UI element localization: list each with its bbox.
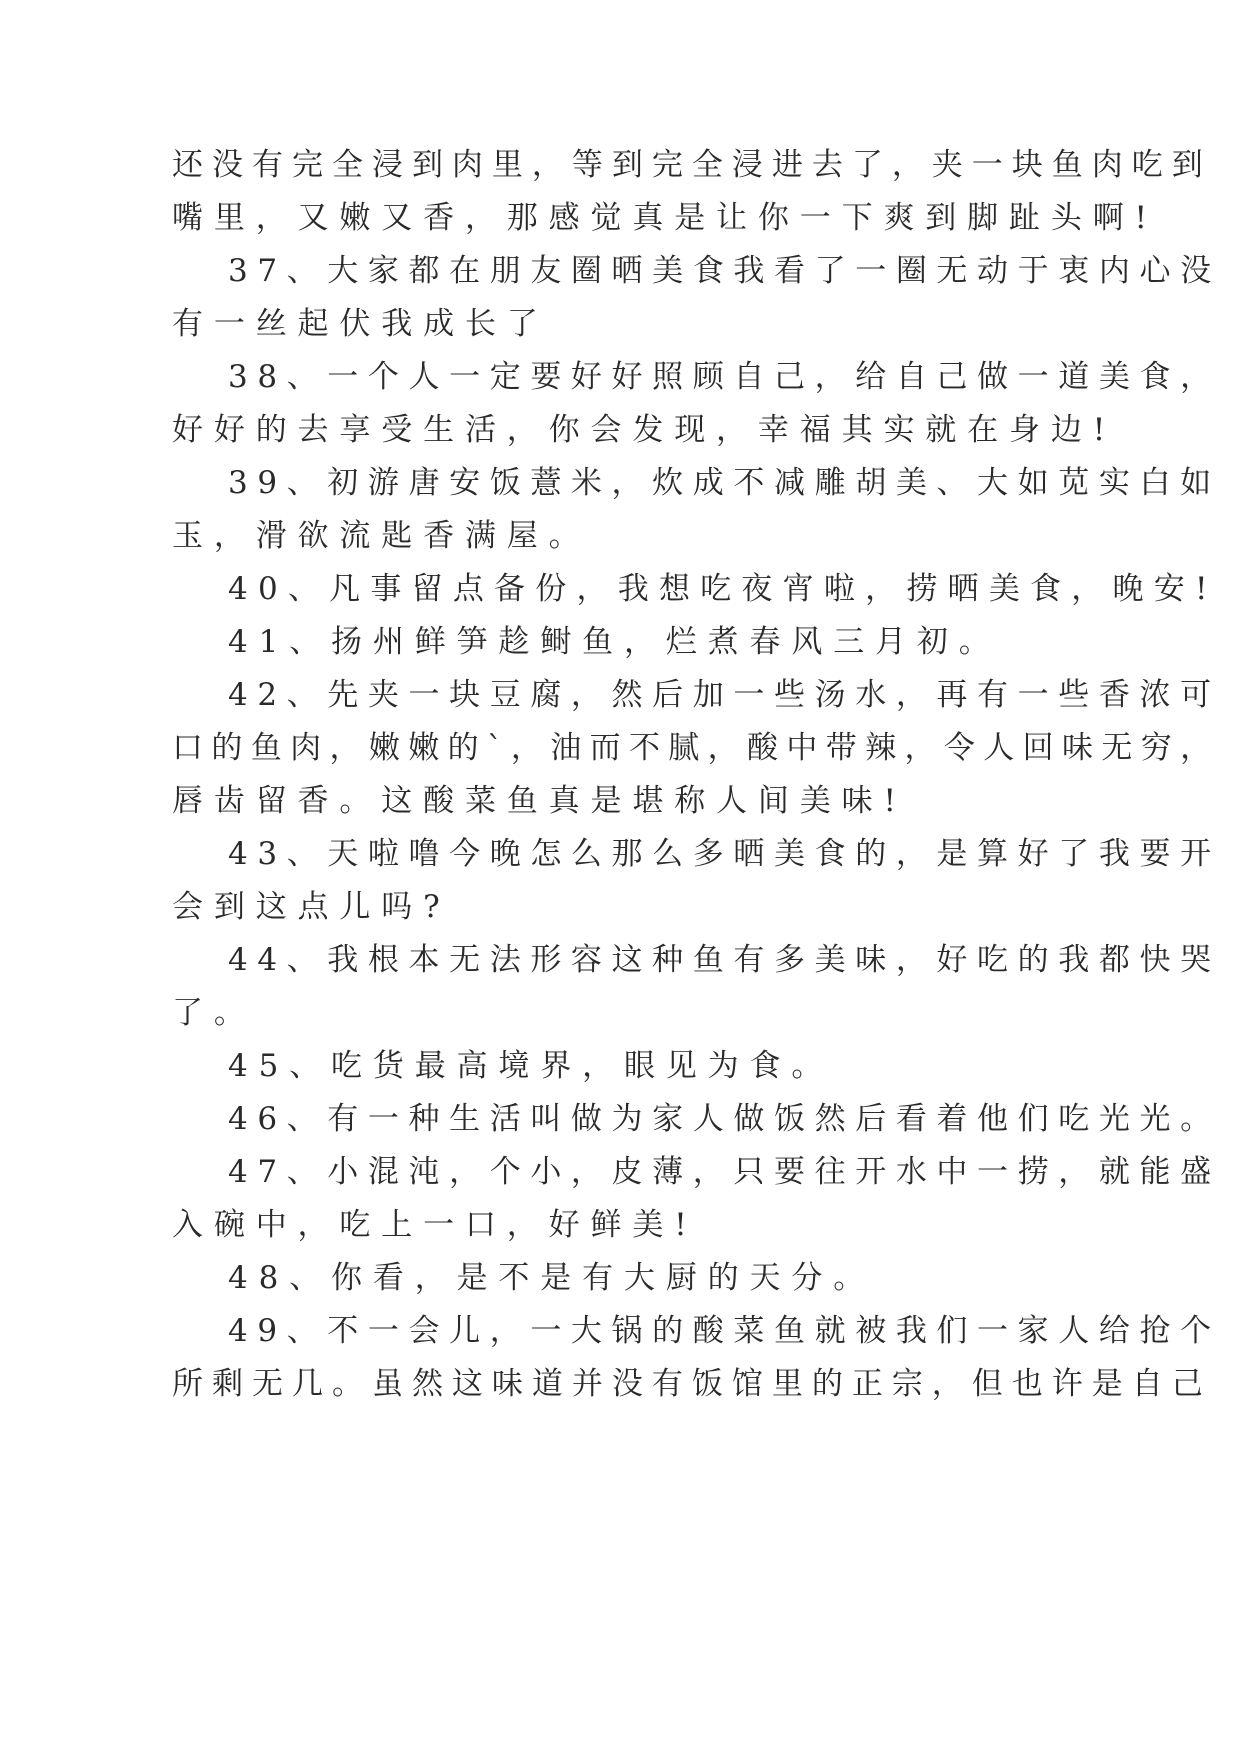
text-line: 39、初游唐安饭薏米，炊成不减雕胡美、大如苋实白如 <box>228 465 1221 501</box>
text-line: 49、不一会儿，一大锅的酸菜鱼就被我们一家人给抢个 <box>228 1313 1221 1349</box>
text-line: 40、凡事留点备份，我想吃夜宵啦，捞晒美食，晚安! <box>228 571 1218 607</box>
text-line: 玉，滑欲流匙香满屋。 <box>172 518 591 554</box>
text-line: 41、扬州鲜笋趁鲥鱼，烂煮春风三月初。 <box>228 624 1001 660</box>
text-line: 好好的去享受生活，你会发现，幸福其实就在身边! <box>172 412 1117 448</box>
text-line: 入碗中，吃上一口，好鲜美! <box>172 1207 698 1243</box>
text-line: 38、一个人一定要好好照顾自己，给自己做一道美食， <box>228 359 1221 395</box>
text-line: 48、你看，是不是有大厨的天分。 <box>228 1260 876 1296</box>
text-line: 43、天啦噜今晚怎么那么多晒美食的，是算好了我要开 <box>228 836 1221 872</box>
text-line: 37、大家都在朋友圈晒美食我看了一圈无动于衷内心没 <box>228 253 1221 289</box>
text-line: 45、吃货最高境界，眼见为食。 <box>228 1048 834 1084</box>
text-line: 了。 <box>172 995 256 1031</box>
text-line: 唇齿留香。这酸菜鱼真是堪称人间美味! <box>172 783 907 819</box>
text-line: 46、有一种生活叫做为家人做饭然后看着他们吃光光。 <box>228 1101 1221 1137</box>
text-line: 还没有完全浸到肉里，等到完全浸进去了，夹一块鱼肉吃到 <box>172 147 1212 183</box>
text-line: 会到这点儿吗? <box>172 889 451 925</box>
text-line: 所剩无几。虽然这味道并没有饭馆里的正宗，但也许是自己 <box>172 1366 1212 1402</box>
text-line: 有一丝起伏我成长了 <box>172 306 549 342</box>
text-line: 47、小混沌，个小，皮薄，只要往开水中一捞，就能盛 <box>228 1154 1221 1190</box>
text-line: 42、先夹一块豆腐，然后加一些汤水，再有一些香浓可 <box>228 677 1221 713</box>
text-line: 44、我根本无法形容这种鱼有多美味，好吃的我都快哭 <box>228 942 1221 978</box>
text-line: 嘴里，又嫩又香，那感觉真是让你一下爽到脚趾头啊! <box>172 200 1158 236</box>
text-line: 口的鱼肉，嫩嫩的`，油而不腻，酸中带辣，令人回味无穷， <box>172 730 1220 766</box>
